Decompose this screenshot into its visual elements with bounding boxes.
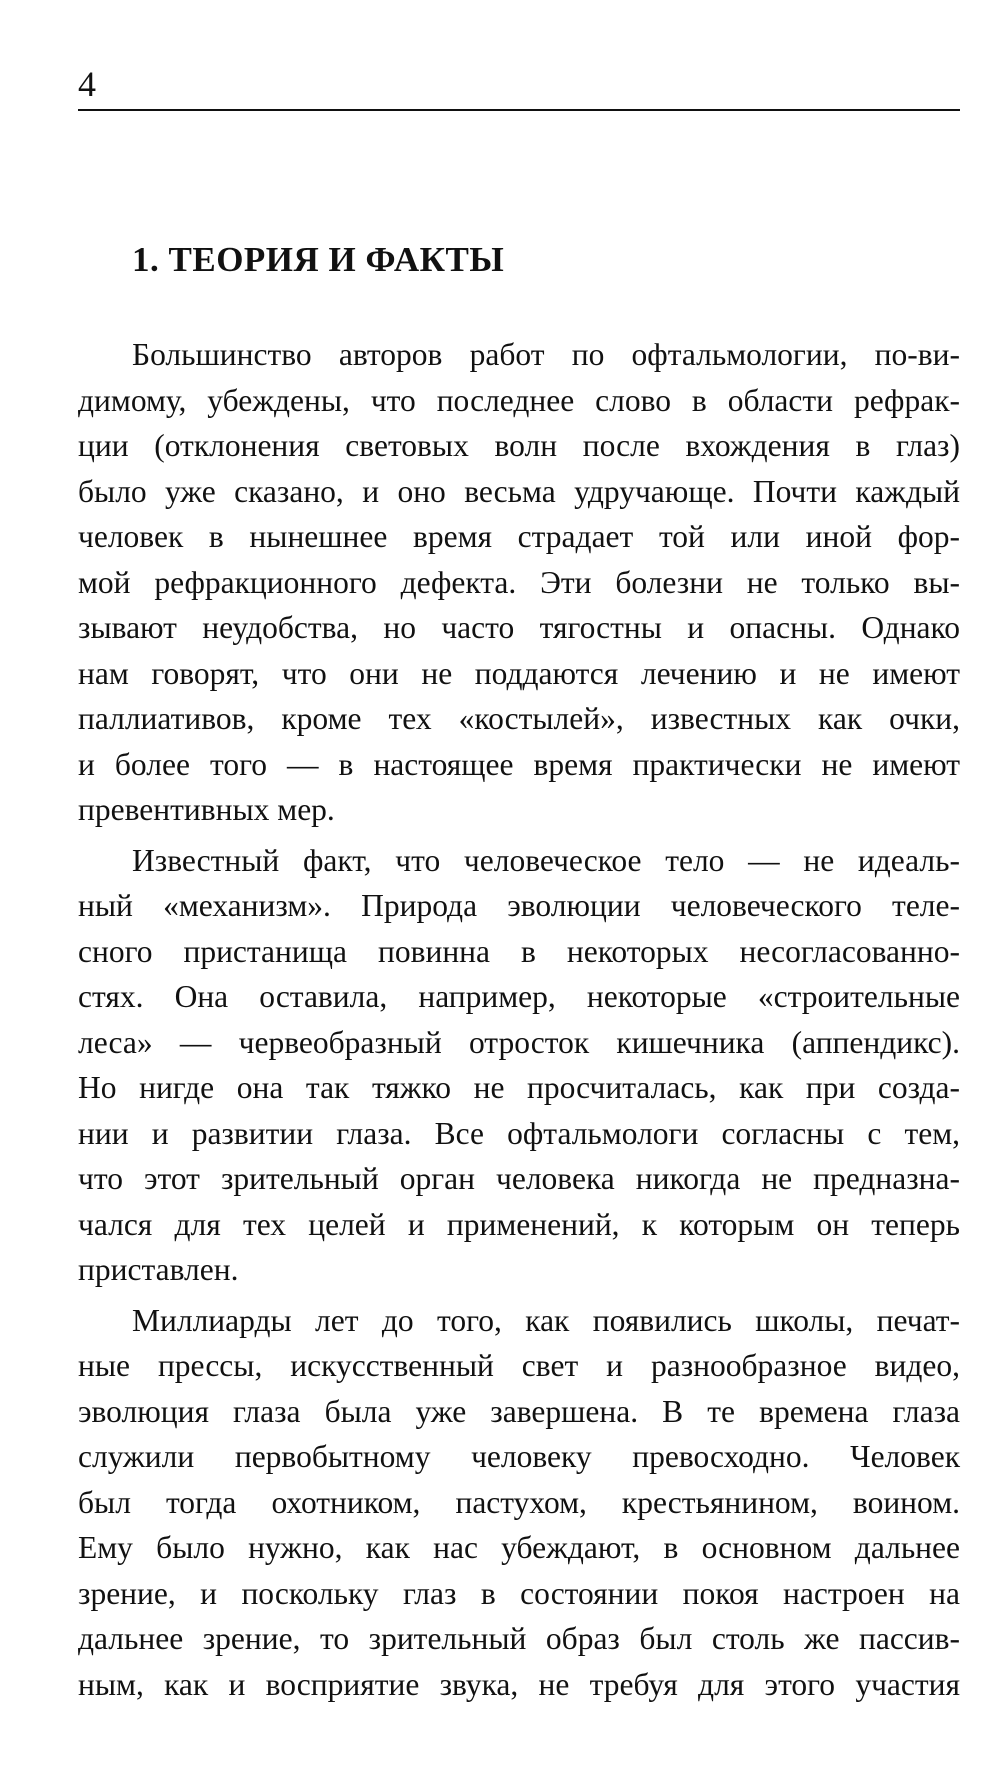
text-line: и более того — в настоящее время практически не имеют <box>78 746 960 782</box>
text-line: чался для тех целей и применений, к которым он теперь <box>78 1206 960 1242</box>
text-line: Миллиарды лет до того, как появились школы, печат- <box>132 1302 960 1338</box>
text-line: ным, как и восприятие звука, не требуя для этого участия <box>78 1666 960 1702</box>
text-line: зрение, и поскольку глаз в состоянии покоя настроен на <box>78 1575 960 1611</box>
page-number: 4 <box>78 64 96 104</box>
paragraph-2 <box>78 838 960 1293</box>
text-line: ный «механизм». Природа эволюции человеческого теле- <box>78 888 960 923</box>
text-line: нии и развитии глаза. Все офтальмологи согласны с тем, <box>78 1115 960 1151</box>
text-line: дальнее зрение, то зрительный образ был столь же пассив- <box>78 1621 960 1656</box>
text-line: ные прессы, искусственный свет и разнообразное видео, <box>78 1348 960 1383</box>
text-line: нам говорят, что они не поддаются лечению и не имеют <box>78 655 960 691</box>
text-line: приставлен. <box>78 1252 239 1287</box>
text-line: зывают неудобства, но часто тягостны и опасны. Однако <box>78 610 960 645</box>
text-line: было уже сказано, и оно весьма удручающе. Почти каждый <box>78 473 960 509</box>
body-text <box>78 332 960 1712</box>
text-line: сного пристанища повинна в некоторых несогласованно- <box>78 933 960 969</box>
text-line: Известный факт, что человеческое тело — не идеаль- <box>132 842 960 878</box>
text-line: леса» — червеобразный отросток кишечника (аппендикс). <box>78 1024 960 1060</box>
text-line: Ему было нужно, как нас убеждают, в основном дальнее <box>78 1530 960 1565</box>
paragraph-3 <box>78 1298 960 1708</box>
header-rule <box>78 109 960 111</box>
text-line: что этот зрительный орган человека никогда не предназна- <box>78 1161 960 1196</box>
text-line: был тогда охотником, пастухом, крестьянином, воином. <box>78 1484 960 1520</box>
text-line: превентивных мер. <box>78 792 335 827</box>
text-line: человек в нынешнее время страдает той или иной фор- <box>78 519 960 554</box>
text-line: димому, убеждены, что последнее слово в области рефрак- <box>78 382 960 418</box>
text-line: служили первобытному человеку превосходно. Человек <box>78 1439 960 1474</box>
text-line: ции (отклонения световых волн после вхождения в глаз) <box>78 428 960 463</box>
text-line: Но нигде она так тяжко не просчиталась, как при созда- <box>78 1070 960 1105</box>
text-line: мой рефракционного дефекта. Эти болезни не только вы- <box>78 564 960 600</box>
text-line: эволюция глаза была уже завершена. В те времена глаза <box>78 1393 960 1429</box>
paragraph-1 <box>78 332 960 833</box>
text-line: Большинство авторов работ по офтальмологии, по-ви- <box>132 337 960 372</box>
text-line: стях. Она оставила, например, некоторые «строительные <box>78 979 960 1014</box>
chapter-title: 1. ТЕОРИЯ И ФАКТЫ <box>132 240 505 279</box>
text-line: паллиативов, кроме тех «костылей», известных как очки, <box>78 701 960 736</box>
